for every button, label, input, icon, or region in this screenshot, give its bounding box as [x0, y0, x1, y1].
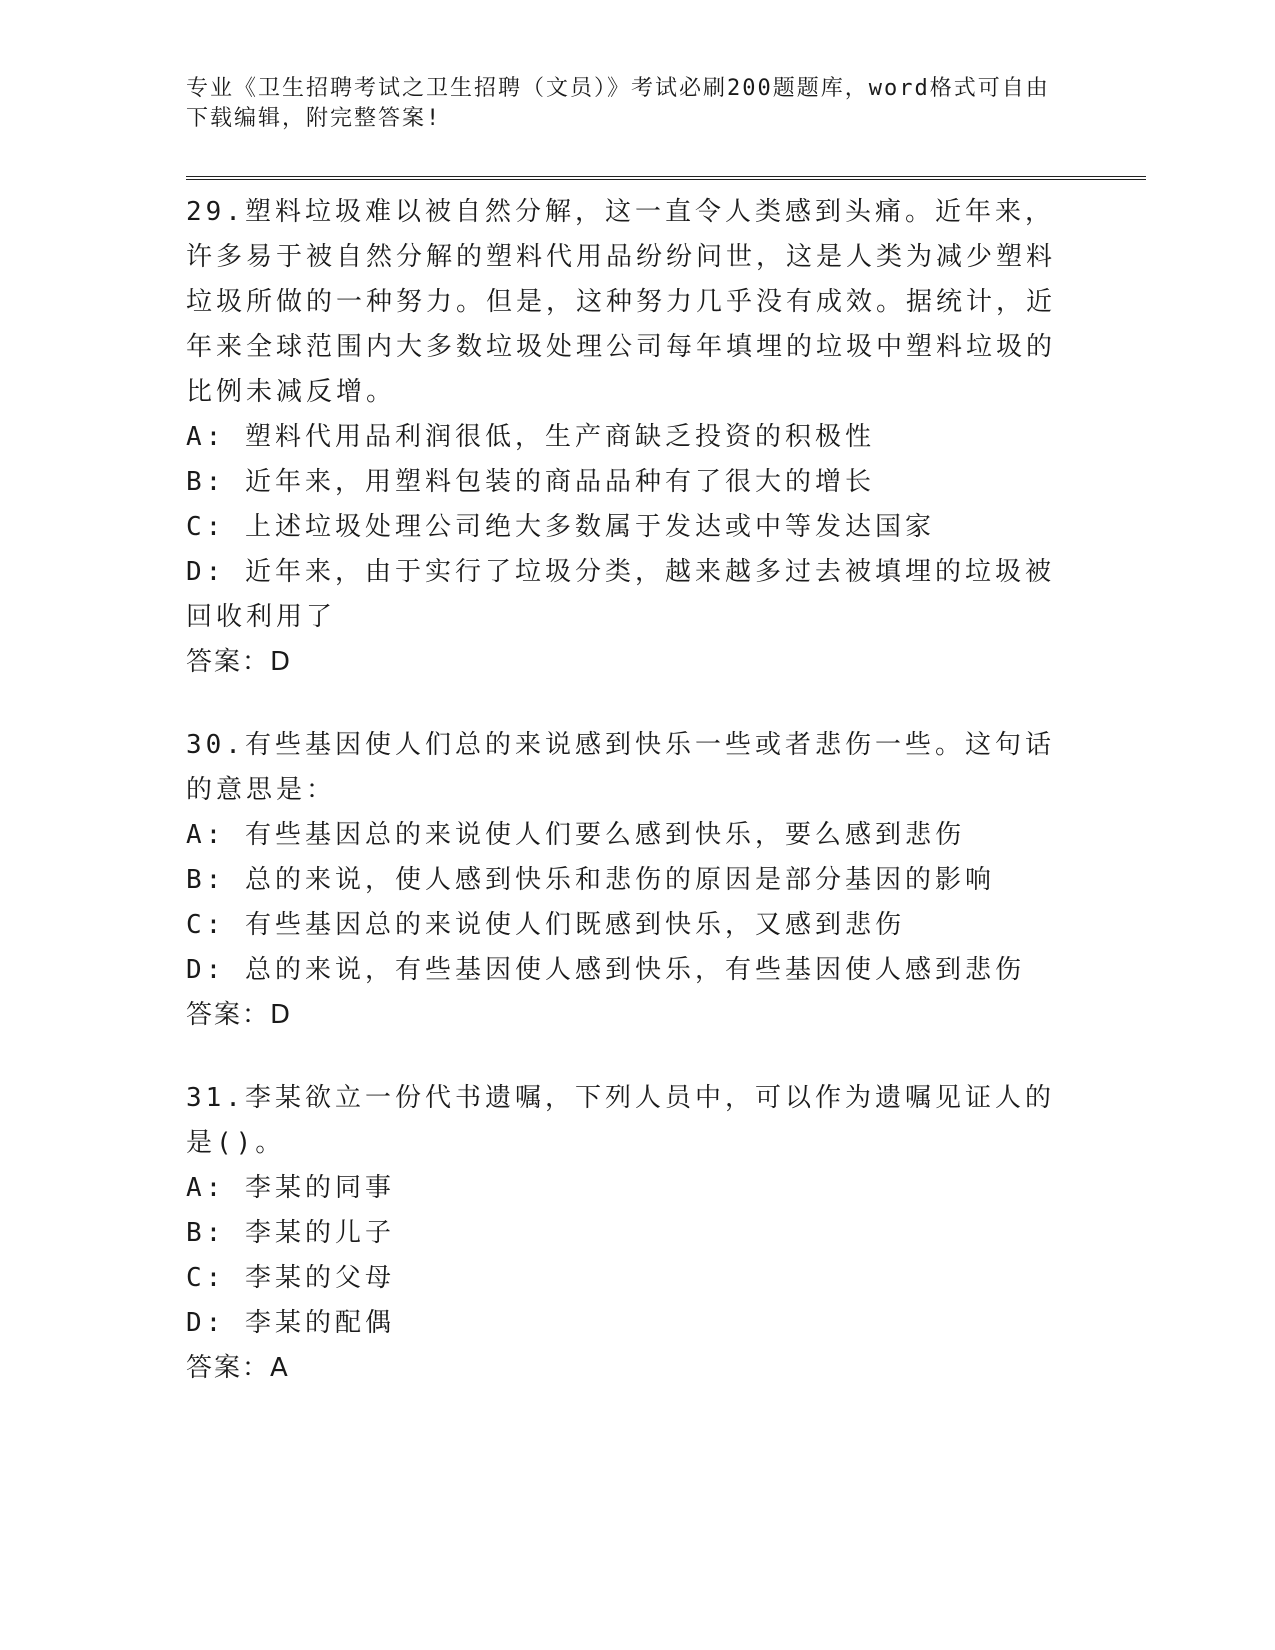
option-b: B: 李某的儿子 [186, 1218, 395, 1248]
answer: 答案：A [186, 1353, 290, 1383]
option-a: A: 有些基因总的来说使人们要么感到快乐，要么感到悲伤 [186, 820, 965, 850]
option-a: A: 李某的同事 [186, 1173, 395, 1203]
option-c: C: 有些基因总的来说使人们既感到快乐，又感到悲伤 [186, 910, 905, 940]
answer: 答案：D [186, 647, 293, 677]
question-stem: 30.有些基因使人们总的来说感到快乐一些或者悲伤一些。这句话的意思是： [186, 730, 1055, 805]
document-header [186, 74, 1066, 134]
option-d: D: 总的来说，有些基因使人感到快乐，有些基因使人感到悲伤 [186, 955, 1025, 985]
question-list [186, 190, 1066, 1429]
option-c: C: 上述垃圾处理公司绝大多数属于发达或中等发达国家 [186, 512, 935, 542]
question-stem: 31.李某欲立一份代书遗嘱，下列人员中，可以作为遗嘱见证人的是()。 [186, 1083, 1055, 1158]
question-29 [186, 190, 1066, 685]
option-d: D: 李某的配偶 [186, 1308, 395, 1338]
option-c: C: 李某的父母 [186, 1263, 395, 1293]
question-stem: 29.塑料垃圾难以被自然分解，这一直令人类感到头痛。近年来，许多易于被自然分解的塑料代用品纷纷问世，这是人类为减少塑料垃圾所做的一种努力。但是，这种努力几乎没有成效。据统计，近年来全球范围内大多数垃圾处理公司每年填埋的垃圾中塑料垃圾的比例未减反增。 [186, 197, 1057, 407]
option-d: D: 近年来，由于实行了垃圾分类，越来越多过去被填埋的垃圾被回收利用了 [186, 557, 1055, 632]
option-b: B: 总的来说，使人感到快乐和悲伤的原因是部分基因的影响 [186, 865, 995, 895]
option-b: B: 近年来，用塑料包装的商品品种有了很大的增长 [186, 467, 875, 497]
question-31 [186, 1076, 1066, 1391]
header-divider [186, 176, 1146, 180]
header-title: 专业《卫生招聘考试之卫生招聘（文员）》考试必刷200题题库，word格式可自由下载编辑，附完整答案! [186, 76, 1050, 131]
double-rule [186, 176, 1146, 180]
answer: 答案：D [186, 1000, 293, 1030]
question-30 [186, 723, 1066, 1038]
option-a: A: 塑料代用品利润很低，生产商缺乏投资的积极性 [186, 422, 875, 452]
